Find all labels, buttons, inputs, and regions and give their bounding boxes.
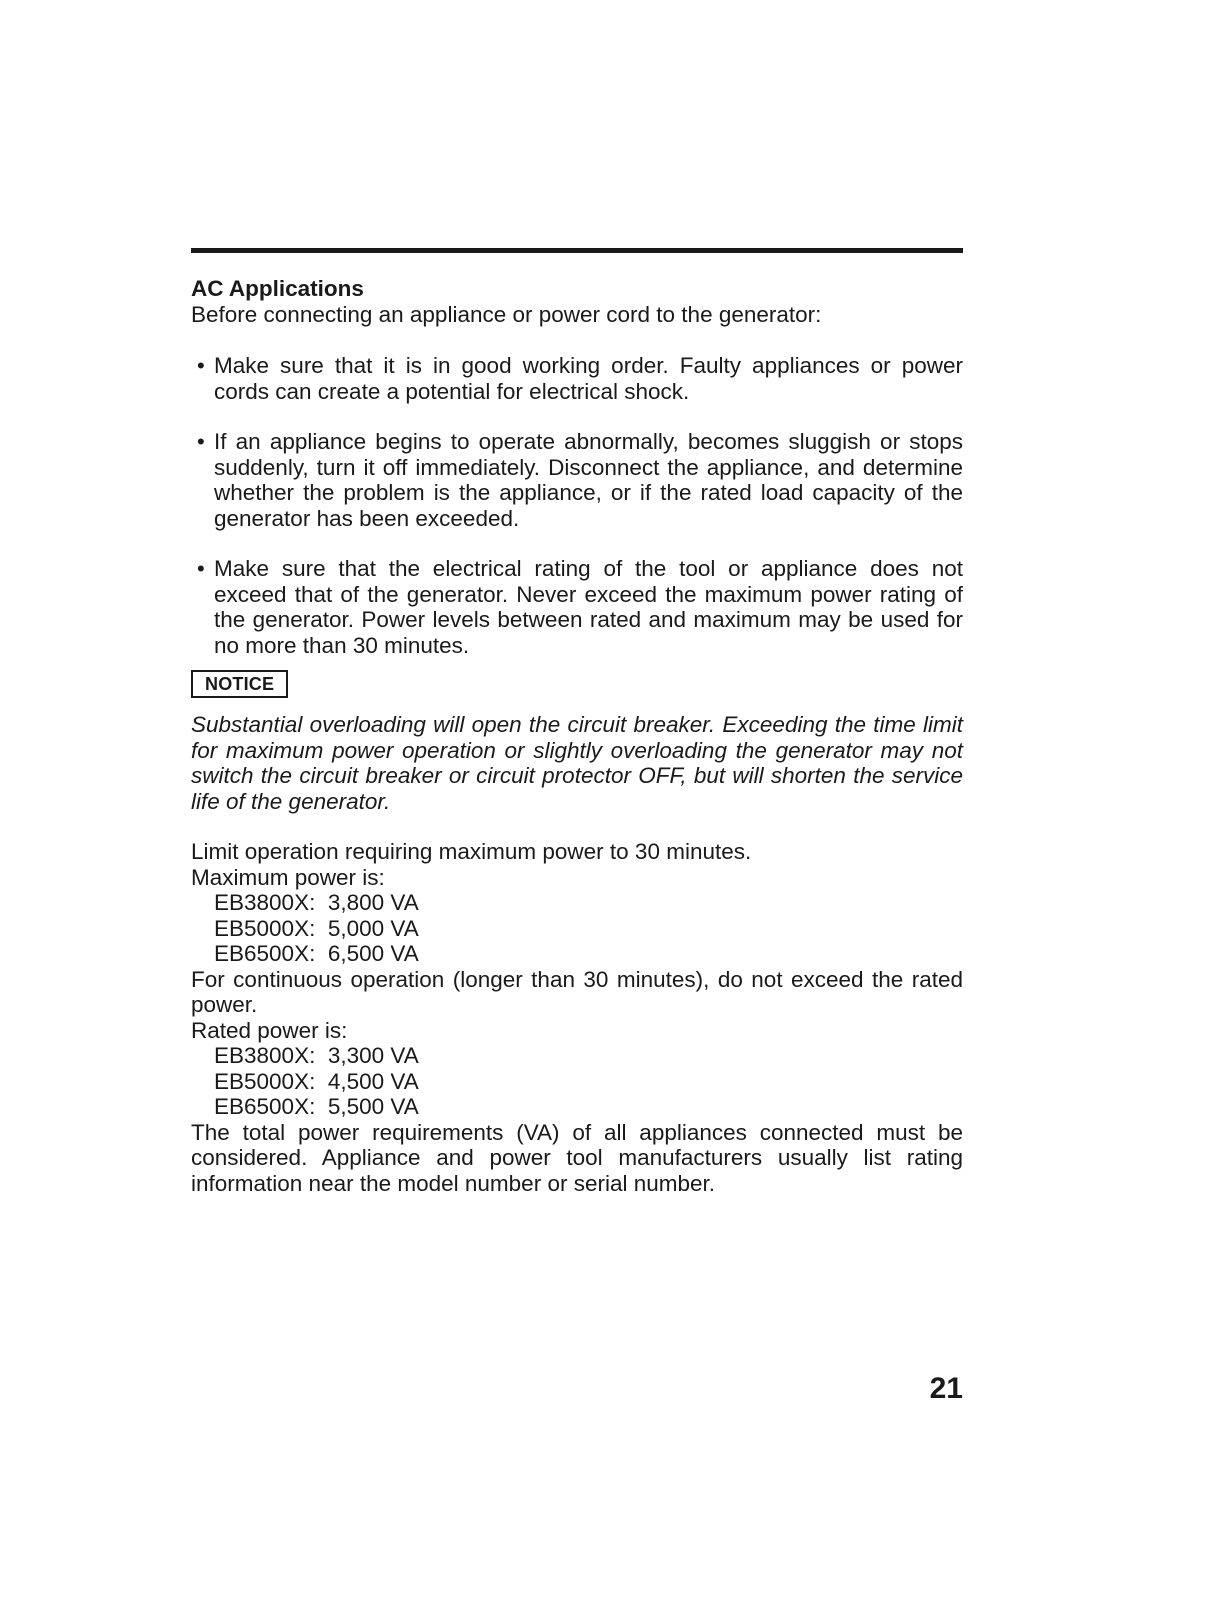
page-content [191, 276, 963, 1196]
power-limits [191, 839, 963, 1196]
list-item [191, 556, 963, 658]
rated-power-item: EB6500X: 5,500 VA [214, 1094, 419, 1119]
maximum-power-label: Maximum power is: [191, 864, 385, 890]
notice-text: Substantial overloading will open the circuit breaker. Exceeding the time limit for maximum power operation or slightly overloading the generator may not switch the circuit breaker or circuit protector OFF, but will shorten the service life of the generator. [191, 712, 963, 814]
maximum-power-item: EB5000X: 5,000 VA [214, 915, 419, 941]
notice-block [191, 670, 963, 698]
intro-text: Before connecting an appliance or power cord to the generator: [191, 301, 822, 327]
header-rule [191, 248, 963, 253]
rated-power-item: EB5000X: 4,500 VA [214, 1068, 419, 1094]
list-item-text: Make sure that the electrical rating of the tool or appliance does not exceed that of the generator. Never exceed the maximum power rating of the generator. Power levels between rated and maximum may be used for no more than 30 minutes. [214, 556, 963, 658]
precaution-list [191, 353, 963, 658]
total-power-text: The total power requirements (VA) of all appliances connected must be considered. Appliance and power tool manufacturers usually list rating information near the model number or serial number. [191, 1119, 963, 1196]
maximum-power-item: EB3800X: 3,800 VA [214, 890, 419, 915]
section-heading: AC Applications [191, 276, 364, 301]
list-item-text: If an appliance begins to operate abnormally, becomes sluggish or stops suddenly, turn it off immediately. Disconnect the appliance, and determine whether the problem is the appliance, or if the rated load capacity of the generator has been exceeded. [214, 429, 963, 531]
rated-power-label: Rated power is: [191, 1017, 348, 1043]
continuous-text: For continuous operation (longer than 30 minutes), do not exceed the rated power. [191, 966, 963, 1017]
bullet-icon: • [197, 353, 205, 378]
page-number: 21 [929, 1372, 963, 1405]
bullet-icon: • [197, 429, 205, 454]
rated-power-item: EB3800X: 3,300 VA [214, 1043, 419, 1068]
list-item-text: Make sure that it is in good working order. Faulty appliances or power cords can create a potential for electrical shock. [214, 353, 963, 404]
list-item [191, 429, 963, 531]
maximum-power-item: EB6500X: 6,500 VA [214, 941, 419, 966]
bullet-icon: • [197, 556, 205, 581]
limit-text: Limit operation requiring maximum power to 30 minutes. [191, 839, 752, 864]
list-item [191, 353, 963, 404]
notice-badge: NOTICE [191, 670, 288, 698]
